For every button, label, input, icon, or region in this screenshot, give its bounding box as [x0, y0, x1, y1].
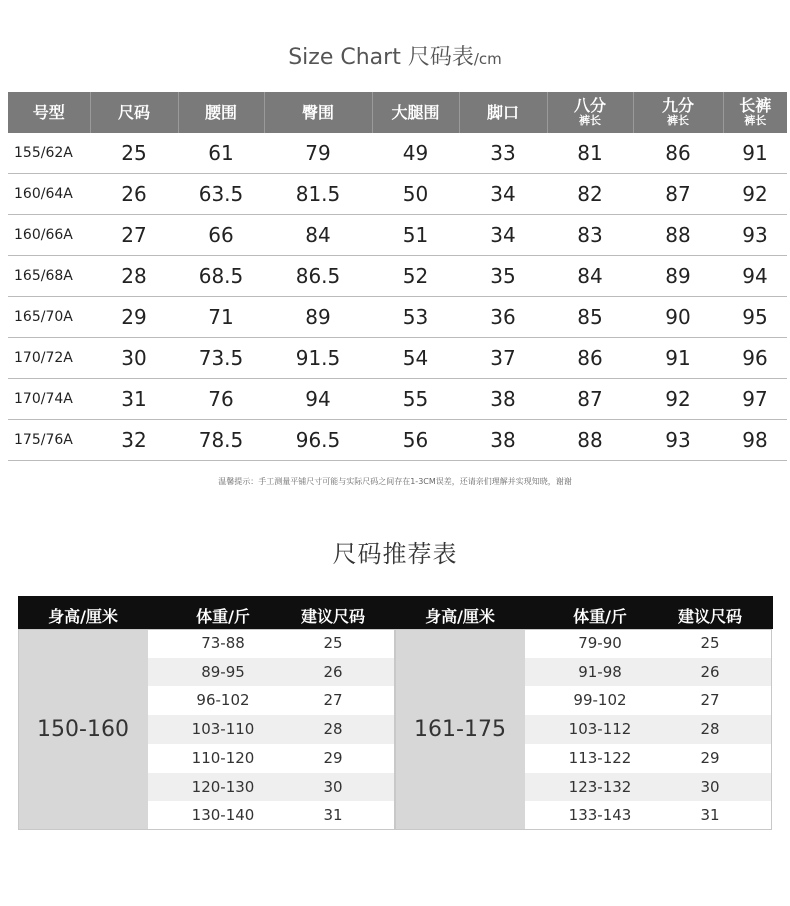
- rec-size: 26: [323, 662, 343, 681]
- table-cell: 76: [178, 379, 264, 420]
- rec-header-height: 身高/厘米: [425, 607, 495, 626]
- table-cell: 68.5: [178, 256, 264, 297]
- table-cell: 86.5: [264, 256, 372, 297]
- table-cell: 31: [90, 379, 178, 420]
- table-cell: 91: [633, 338, 723, 379]
- table-row: [8, 338, 787, 379]
- recommendation-table: [18, 596, 773, 830]
- table-cell: 66: [178, 215, 264, 256]
- header-cell: 臀围: [264, 92, 372, 133]
- table-cell: 34: [459, 174, 547, 215]
- table-cell: 32: [90, 420, 178, 461]
- table-cell: 50: [372, 174, 459, 215]
- table-cell: 92: [723, 174, 787, 215]
- table-cell: 38: [459, 379, 547, 420]
- rec-size: 30: [323, 777, 343, 796]
- table-cell: 90: [633, 297, 723, 338]
- rec-size: 25: [700, 634, 720, 652]
- rec-weight: 73-88: [201, 634, 245, 652]
- table-cell: 53: [372, 297, 459, 338]
- table-cell: 28: [90, 256, 178, 297]
- rec-row: [148, 629, 395, 658]
- size-code-cell: 165/70A: [8, 297, 90, 338]
- table-cell: 84: [264, 215, 372, 256]
- rec-header-size: 建议尺码: [300, 607, 365, 626]
- rec-size: 25: [323, 634, 343, 652]
- table-cell: 34: [459, 215, 547, 256]
- rec-row: [525, 715, 772, 744]
- table-cell: 93: [633, 420, 723, 461]
- recommendation-title: 尺码推荐表: [332, 540, 458, 568]
- rec-group-161-175: [395, 629, 773, 830]
- table-cell: 98: [723, 420, 787, 461]
- table-row: [8, 174, 787, 215]
- rec-weight: 123-132: [568, 777, 632, 796]
- rec-size: 30: [700, 777, 720, 796]
- table-cell: 84: [547, 256, 633, 297]
- table-cell: 56: [372, 420, 459, 461]
- header-cell: 长裤 裤长: [723, 92, 787, 133]
- rec-weight: 96-102: [196, 691, 250, 710]
- table-cell: 33: [459, 133, 547, 174]
- table-cell: 91: [723, 133, 787, 174]
- rec-row: [525, 629, 772, 658]
- rec-weight: 110-120: [191, 748, 255, 767]
- header-cell: 腰围: [178, 92, 264, 133]
- table-cell: 78.5: [178, 420, 264, 461]
- rec-row: [525, 773, 772, 802]
- size-chart-title: [0, 40, 790, 71]
- table-cell: 51: [372, 215, 459, 256]
- size-code-cell: 155/62A: [8, 133, 90, 174]
- table-cell: 52: [372, 256, 459, 297]
- header-cell: 大腿围: [372, 92, 459, 133]
- table-cell: 37: [459, 338, 547, 379]
- rec-weight: 103-110: [191, 720, 255, 739]
- rec-header-height: 身高/厘米: [48, 607, 118, 626]
- rec-size: 28: [700, 720, 720, 739]
- table-cell: 95: [723, 297, 787, 338]
- rec-size: 29: [700, 748, 720, 767]
- table-cell: 71: [178, 297, 264, 338]
- table-cell: 55: [372, 379, 459, 420]
- measurement-tip: 温馨提示：手工测量平铺尺寸可能与实际尺码之间存在1-3CM误差，还请亲们理解并实现知晓，谢谢: [218, 477, 572, 486]
- header-cell: 九分 裤长: [633, 92, 723, 133]
- table-cell: 35: [459, 256, 547, 297]
- table-cell: 89: [264, 297, 372, 338]
- rec-size: 27: [700, 691, 720, 710]
- table-cell: 94: [264, 379, 372, 420]
- rec-height-range: 150-160: [18, 629, 148, 830]
- table-cell: 87: [547, 379, 633, 420]
- table-cell: 81.5: [264, 174, 372, 215]
- table-cell: 86: [547, 338, 633, 379]
- table-cell: 26: [90, 174, 178, 215]
- table-cell: 29: [90, 297, 178, 338]
- rec-row: [148, 715, 395, 744]
- table-cell: 83: [547, 215, 633, 256]
- table-cell: 49: [372, 133, 459, 174]
- table-cell: 89: [633, 256, 723, 297]
- table-cell: 81: [547, 133, 633, 174]
- size-code-cell: 170/74A: [8, 379, 90, 420]
- table-cell: 27: [90, 215, 178, 256]
- table-row: [8, 133, 787, 174]
- rec-row: [148, 744, 395, 773]
- table-cell: 92: [633, 379, 723, 420]
- rec-size: 28: [323, 720, 343, 739]
- header-cell: 八分 裤长: [547, 92, 633, 133]
- table-row: [8, 379, 787, 420]
- rec-size: 31: [323, 806, 343, 825]
- rec-weight: 130-140: [191, 806, 255, 825]
- rec-weight: 113-122: [568, 748, 632, 767]
- rec-weight: 133-143: [568, 806, 632, 825]
- table-cell: 73.5: [178, 338, 264, 379]
- table-cell: 61: [178, 133, 264, 174]
- rec-row: [525, 658, 772, 687]
- rec-weight: 91-98: [578, 662, 622, 681]
- rec-weight: 99-102: [573, 691, 627, 710]
- rec-row: [148, 658, 395, 687]
- rec-group-150-160: [18, 629, 395, 830]
- table-cell: 30: [90, 338, 178, 379]
- rec-header-weight: 体重/斤: [196, 607, 250, 626]
- rec-row: [148, 801, 395, 830]
- rec-header-size: 建议尺码: [677, 607, 742, 626]
- rec-size: 29: [323, 748, 343, 767]
- rec-height-range: 161-175: [395, 629, 525, 830]
- size-code-cell: 165/68A: [8, 256, 90, 297]
- size-code-cell: 170/72A: [8, 338, 90, 379]
- table-cell: 36: [459, 297, 547, 338]
- size-code-cell: 175/76A: [8, 420, 90, 461]
- table-cell: 38: [459, 420, 547, 461]
- rec-size: 31: [700, 806, 720, 825]
- size-chart-unit: /cm: [473, 50, 502, 68]
- table-cell: 93: [723, 215, 787, 256]
- table-cell: 96: [723, 338, 787, 379]
- size-code-cell: 160/66A: [8, 215, 90, 256]
- table-cell: 82: [547, 174, 633, 215]
- size-chart-title-en: Size Chart: [288, 45, 401, 70]
- rec-row: [148, 686, 395, 715]
- table-cell: 96.5: [264, 420, 372, 461]
- rec-weight: 103-112: [568, 720, 632, 739]
- table-cell: 88: [547, 420, 633, 461]
- table-row: [8, 297, 787, 338]
- header-cell: 尺码: [90, 92, 178, 133]
- size-code-cell: 160/64A: [8, 174, 90, 215]
- rec-size: 26: [700, 662, 720, 681]
- table-row: [8, 215, 787, 256]
- table-cell: 88: [633, 215, 723, 256]
- recommendation-header: [18, 596, 773, 629]
- rec-row: [525, 686, 772, 715]
- table-cell: 94: [723, 256, 787, 297]
- rec-rows: [148, 629, 395, 830]
- size-chart-table: [8, 92, 787, 461]
- table-cell: 25: [90, 133, 178, 174]
- table-row: [8, 420, 787, 461]
- table-cell: 54: [372, 338, 459, 379]
- rec-row: [525, 744, 772, 773]
- table-cell: 79: [264, 133, 372, 174]
- header-cell: 号型: [8, 92, 90, 133]
- table-cell: 97: [723, 379, 787, 420]
- rec-rows: [525, 629, 772, 830]
- table-cell: 86: [633, 133, 723, 174]
- size-chart-header-row: [8, 92, 787, 133]
- rec-header-weight: 体重/斤: [573, 607, 627, 626]
- table-cell: 85: [547, 297, 633, 338]
- table-cell: 91.5: [264, 338, 372, 379]
- rec-weight: 79-90: [578, 634, 622, 652]
- rec-row: [148, 773, 395, 802]
- rec-weight: 89-95: [201, 662, 245, 681]
- table-row: [8, 256, 787, 297]
- rec-weight: 120-130: [191, 777, 255, 796]
- header-cell: 脚口: [459, 92, 547, 133]
- table-cell: 87: [633, 174, 723, 215]
- rec-row: [525, 801, 772, 830]
- table-cell: 63.5: [178, 174, 264, 215]
- size-chart-title-cn: 尺码表: [407, 45, 474, 70]
- rec-size: 27: [323, 691, 343, 710]
